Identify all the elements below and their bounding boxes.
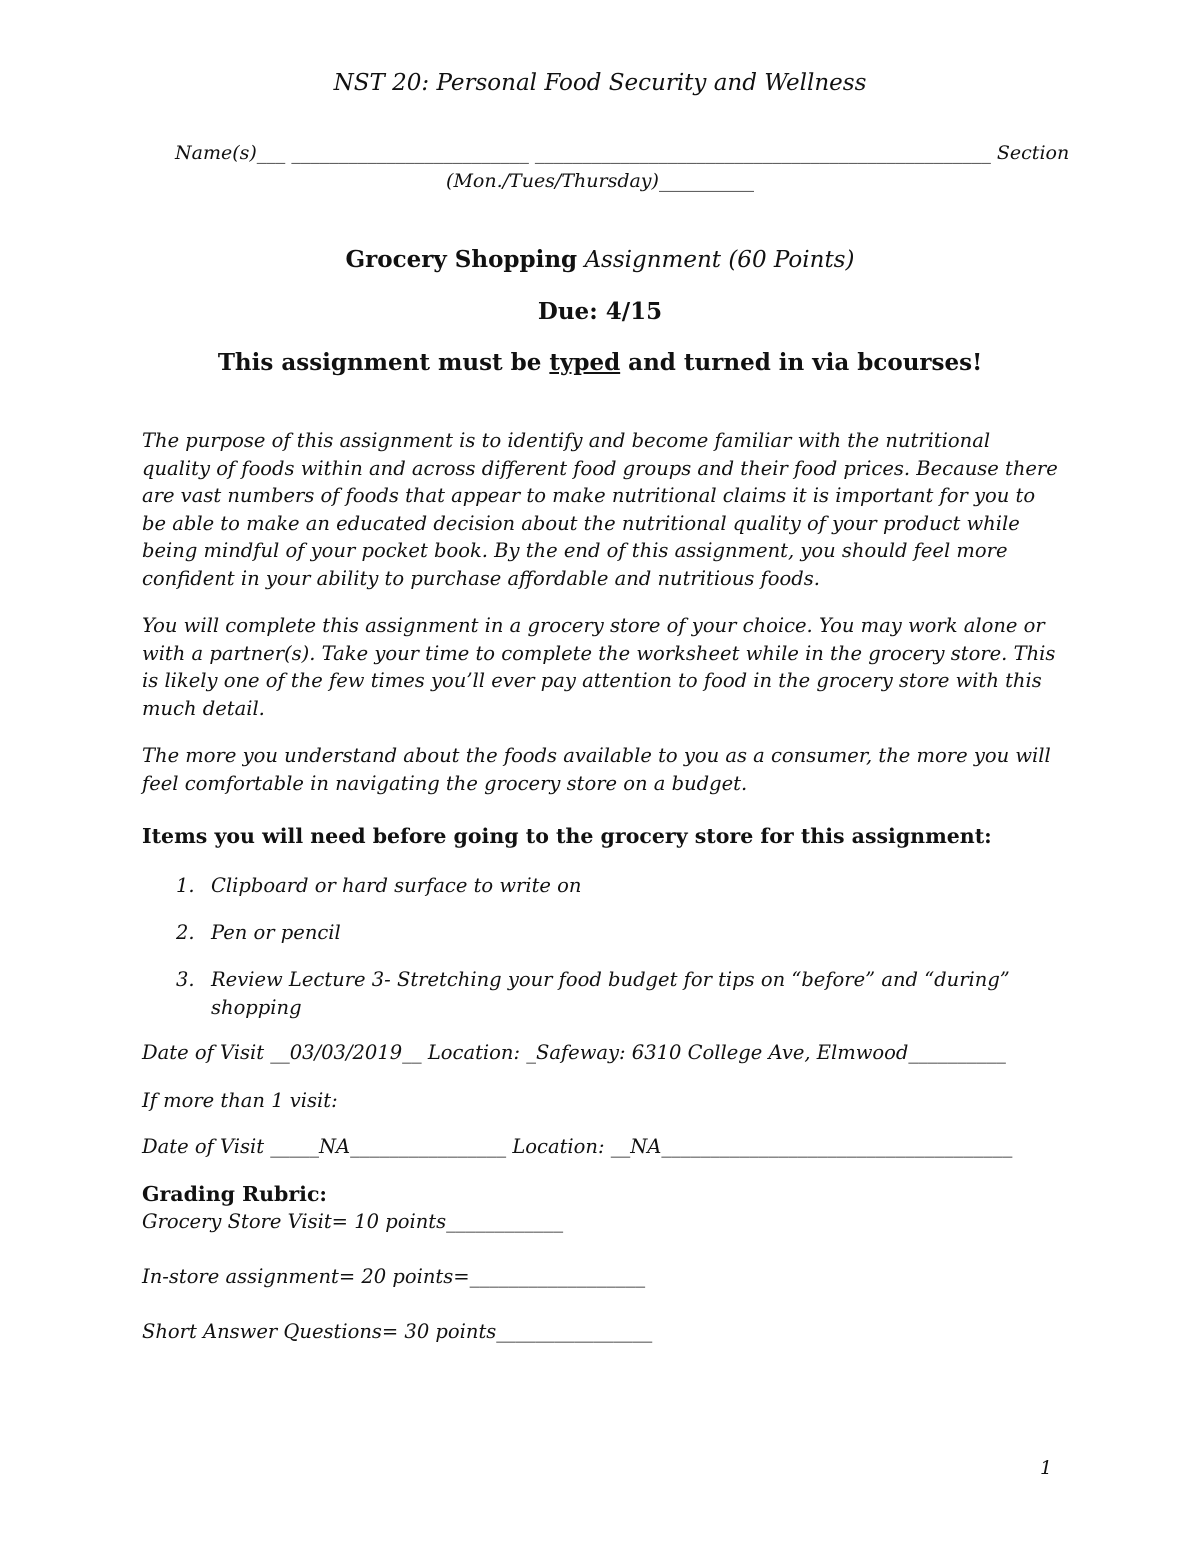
purpose-paragraph: The purpose of this assignment is to identify and become familiar with the nutritional quality of foods within and across different food groups and their food prices. Because there are vast numbers of foods that appear to make nutritional claims it is important for you to be able to make an educated decision about the nutritional quality of your product while being mindful of your pocket book. By the end of this assignment, you should feel more confident in your ability to purchase affordable and nutritious foods. — [142, 429, 1058, 590]
list-item-text: Pen or pencil — [211, 921, 341, 944]
visit-date-location: Date of Visit __03/03/2019__ Location: _Safeway: 6310 College Ave, Elmwood__________ — [142, 1041, 1006, 1064]
notice-typed: typed — [549, 349, 621, 376]
rubric-in-store-assignment: In-store assignment= 20 points=__________________ — [142, 1265, 646, 1288]
list-item-text: Clipboard or hard surface to write on — [211, 874, 582, 897]
second-visit-date-location: Date of Visit _____NA________________ Location: __NA____________________________________ — [142, 1135, 1013, 1158]
consumer-paragraph: The more you understand about the foods available to you as a consumer, the more you will feel comfortable in navigating the grocery store on a budget. — [142, 744, 1051, 795]
due-date: Due: 4/15 — [537, 298, 663, 325]
submission-notice — [0, 349, 1200, 376]
course-title: NST 20: Personal Food Security and Wellness — [333, 70, 867, 96]
instructions-paragraph: You will complete this assignment in a grocery store of your choice. You may work alone or with a partner(s). Take your time to complete the worksheet while in the grocery store. This is likely one of the few times you’ll ever pay attention to food in the grocery store with this much detail. — [142, 614, 1056, 720]
assignment-title-italic: Assignment (60 Points) — [584, 247, 855, 273]
list-item-text: Review Lecture 3- Stretching your food budget for tips on “before” and “during” shopping — [211, 968, 1010, 1019]
list-item-number: 2. — [176, 921, 195, 944]
assignment-title — [0, 246, 1200, 273]
list-item-number: 1. — [176, 874, 195, 897]
page-number: 1 — [1040, 1457, 1053, 1479]
grading-rubric-heading: Grading Rubric: — [142, 1182, 328, 1206]
rubric-store-visit: Grocery Store Visit= 10 points____________ — [142, 1210, 564, 1233]
rubric-short-answer: Short Answer Questions= 30 points________________ — [142, 1320, 653, 1343]
notice-before: This assignment must be — [217, 349, 550, 376]
notice-after: and turned in via bcourses! — [620, 349, 983, 376]
more-than-one-visit-label: If more than 1 visit: — [142, 1089, 338, 1112]
items-heading: Items you will need before going to the grocery store for this assignment: — [142, 824, 992, 848]
assignment-title-bold: Grocery Shopping — [345, 246, 578, 273]
section-days-line: (Mon./Tues/Thursday)__________ — [446, 170, 754, 192]
name-section-line: Name(s)___ _________________________ ________________________________________________ Section — [175, 142, 1070, 164]
list-item-number: 3. — [176, 968, 195, 991]
